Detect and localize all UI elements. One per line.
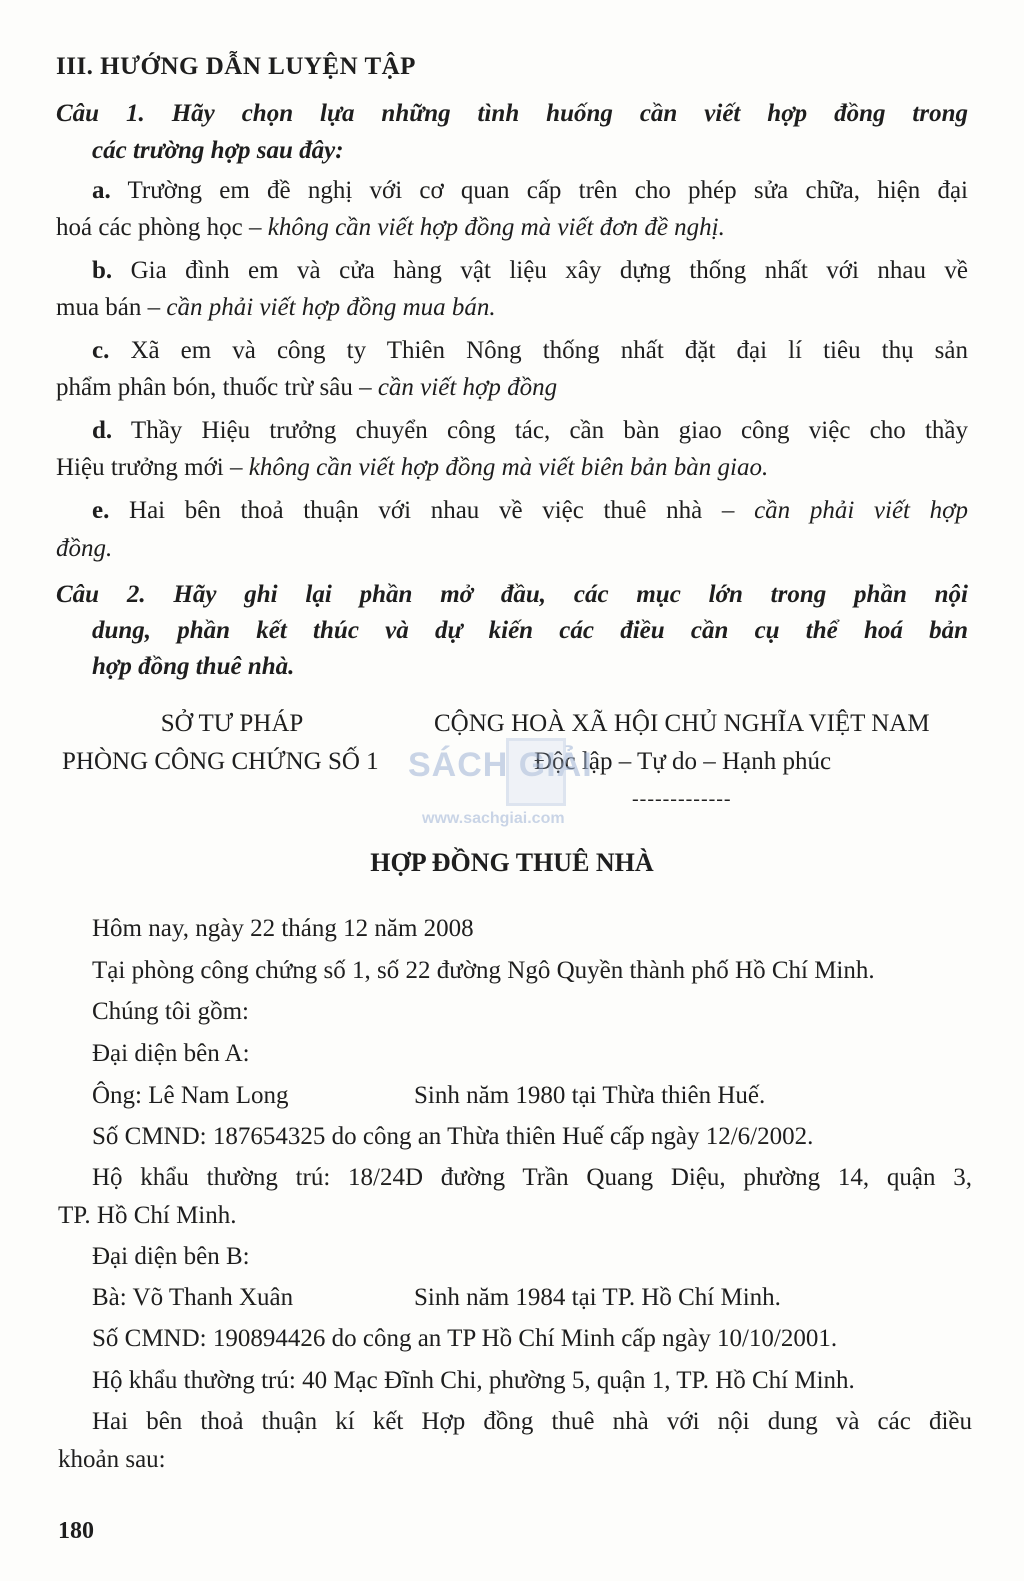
party-b-address: Hộ khẩu thường trú: 40 Mạc Đĩnh Chi, phường 5, quận 1, TP. Hồ Chí Minh. [92, 1367, 855, 1394]
item-d-text-2: Hiệu trưởng mới – [56, 454, 249, 481]
party-a-id: Số CMND: 187654325 do công an Thừa thiên Huế cấp ngày 12/6/2002. [92, 1123, 814, 1150]
header-right-line-1: CỘNG HOÀ XÃ HỘI CHỦ NGHĨA VIỆT NAM [434, 710, 930, 737]
contract-date: Hôm nay, ngày 22 tháng 12 năm 2008 [92, 915, 474, 942]
item-b-line-1 [92, 256, 968, 286]
section-heading: III. HƯỚNG DẪN LUYỆN TẬP [56, 53, 416, 80]
item-e-line-2: đồng. [56, 535, 113, 562]
item-e-line-1 [92, 496, 968, 526]
contract-we-are: Chúng tôi gồm: [92, 998, 249, 1025]
watermark-url: www.sachgiai.com [422, 810, 565, 827]
question-2-line-3: hợp đồng thuê nhà. [92, 653, 295, 680]
party-a-label: Đại diện bên A: [92, 1040, 250, 1067]
contract-place: Tại phòng công chứng số 1, số 22 đường Ngô Quyền thành phố Hồ Chí Minh. [92, 957, 875, 984]
item-c-text: Xã em và công ty Thiên Nông thống nhất đặt đại lí tiêu thụ sản [109, 337, 968, 364]
item-b-line-2 [56, 293, 496, 323]
agreement-line-2: khoản sau: [58, 1446, 166, 1473]
party-a-address-2: TP. Hồ Chí Minh. [58, 1202, 237, 1229]
item-c-line-2 [56, 373, 557, 403]
item-b-label: b. [92, 257, 113, 284]
item-d-line-1 [92, 416, 968, 446]
item-c-answer: cần viết hợp đồng [377, 374, 558, 401]
item-d-text: Thầy Hiệu trưởng chuyển công tác, cần bàn giao công việc cho thầy [112, 417, 968, 444]
item-d-line-2 [56, 453, 768, 483]
question-1-line-2: các trường hợp sau đây: [92, 137, 344, 164]
item-e-label: e. [92, 497, 110, 524]
item-d-label: d. [92, 417, 113, 444]
item-c-line-1 [92, 336, 968, 366]
item-a-text: Trường em đề nghị với cơ quan cấp trên cho phép sửa chữa, hiện đại [110, 177, 968, 204]
party-b-label: Đại diện bên B: [92, 1243, 250, 1270]
item-c-text-2: phẩm phân bón, thuốc trừ sâu – [56, 374, 378, 401]
party-a-name: Ông: Lê Nam Long [92, 1082, 289, 1109]
item-a-text-2: hoá các phòng học – [56, 214, 268, 241]
item-e-answer: cần phải viết hợp [754, 497, 968, 524]
item-b-text-2: mua bán – [56, 294, 167, 321]
item-a-answer: không cần viết hợp đồng mà viết đơn đề nghị. [267, 214, 725, 241]
watermark-brand: SÁCH GIẢI [408, 746, 593, 784]
header-left-line-2: PHÒNG CÔNG CHỨNG SỐ 1 [62, 748, 379, 775]
item-a-line-2 [56, 213, 725, 243]
question-1-line-1: Câu 1. Hãy chọn lựa những tình huống cần viết hợp đồng trong [56, 100, 968, 127]
party-a-address-1: Hộ khẩu thường trú: 18/24D đường Trần Quang Diệu, phường 14, quận 3, [92, 1164, 972, 1191]
party-a-birth: Sinh năm 1980 tại Thừa thiên Huế. [414, 1082, 766, 1109]
item-b-text: Gia đình em và cửa hàng vật liệu xây dựng thống nhất với nhau về [112, 257, 968, 284]
header-right-line-2: Độc lập – Tự do – Hạnh phúc [534, 748, 832, 775]
party-b-name: Bà: Võ Thanh Xuân [92, 1284, 294, 1311]
item-d-answer: không cần viết hợp đồng mà viết biên bản bàn giao. [248, 454, 769, 481]
question-2-line-2: dung, phần kết thúc và dự kiến các điều cần cụ thể hoá bản [92, 617, 968, 644]
watermark-logo [408, 738, 638, 838]
agreement-line-1: Hai bên thoả thuận kí kết Hợp đồng thuê nhà với nội dung và các điều [92, 1408, 972, 1435]
page-number: 180 [58, 1518, 94, 1544]
item-b-answer: cần phải viết hợp đồng mua bán. [166, 294, 496, 321]
contract-title: HỢP ĐỒNG THUÊ NHÀ [370, 848, 654, 877]
header-divider: ------------- [632, 788, 732, 810]
item-a-line-1 [92, 176, 968, 206]
header-left-line-1: SỞ TƯ PHÁP [160, 710, 304, 737]
item-a-label: a. [92, 177, 111, 204]
question-2-line-1: Câu 2. Hãy ghi lại phần mở đầu, các mục lớn trong phần nội [56, 581, 968, 608]
item-e-text: Hai bên thoả thuận với nhau về việc thuê nhà – [109, 497, 755, 524]
party-b-id: Số CMND: 190894426 do công an TP Hồ Chí Minh cấp ngày 10/10/2001. [92, 1325, 838, 1352]
item-c-label: c. [92, 337, 110, 364]
party-b-birth: Sinh năm 1984 tại TP. Hồ Chí Minh. [414, 1284, 781, 1311]
